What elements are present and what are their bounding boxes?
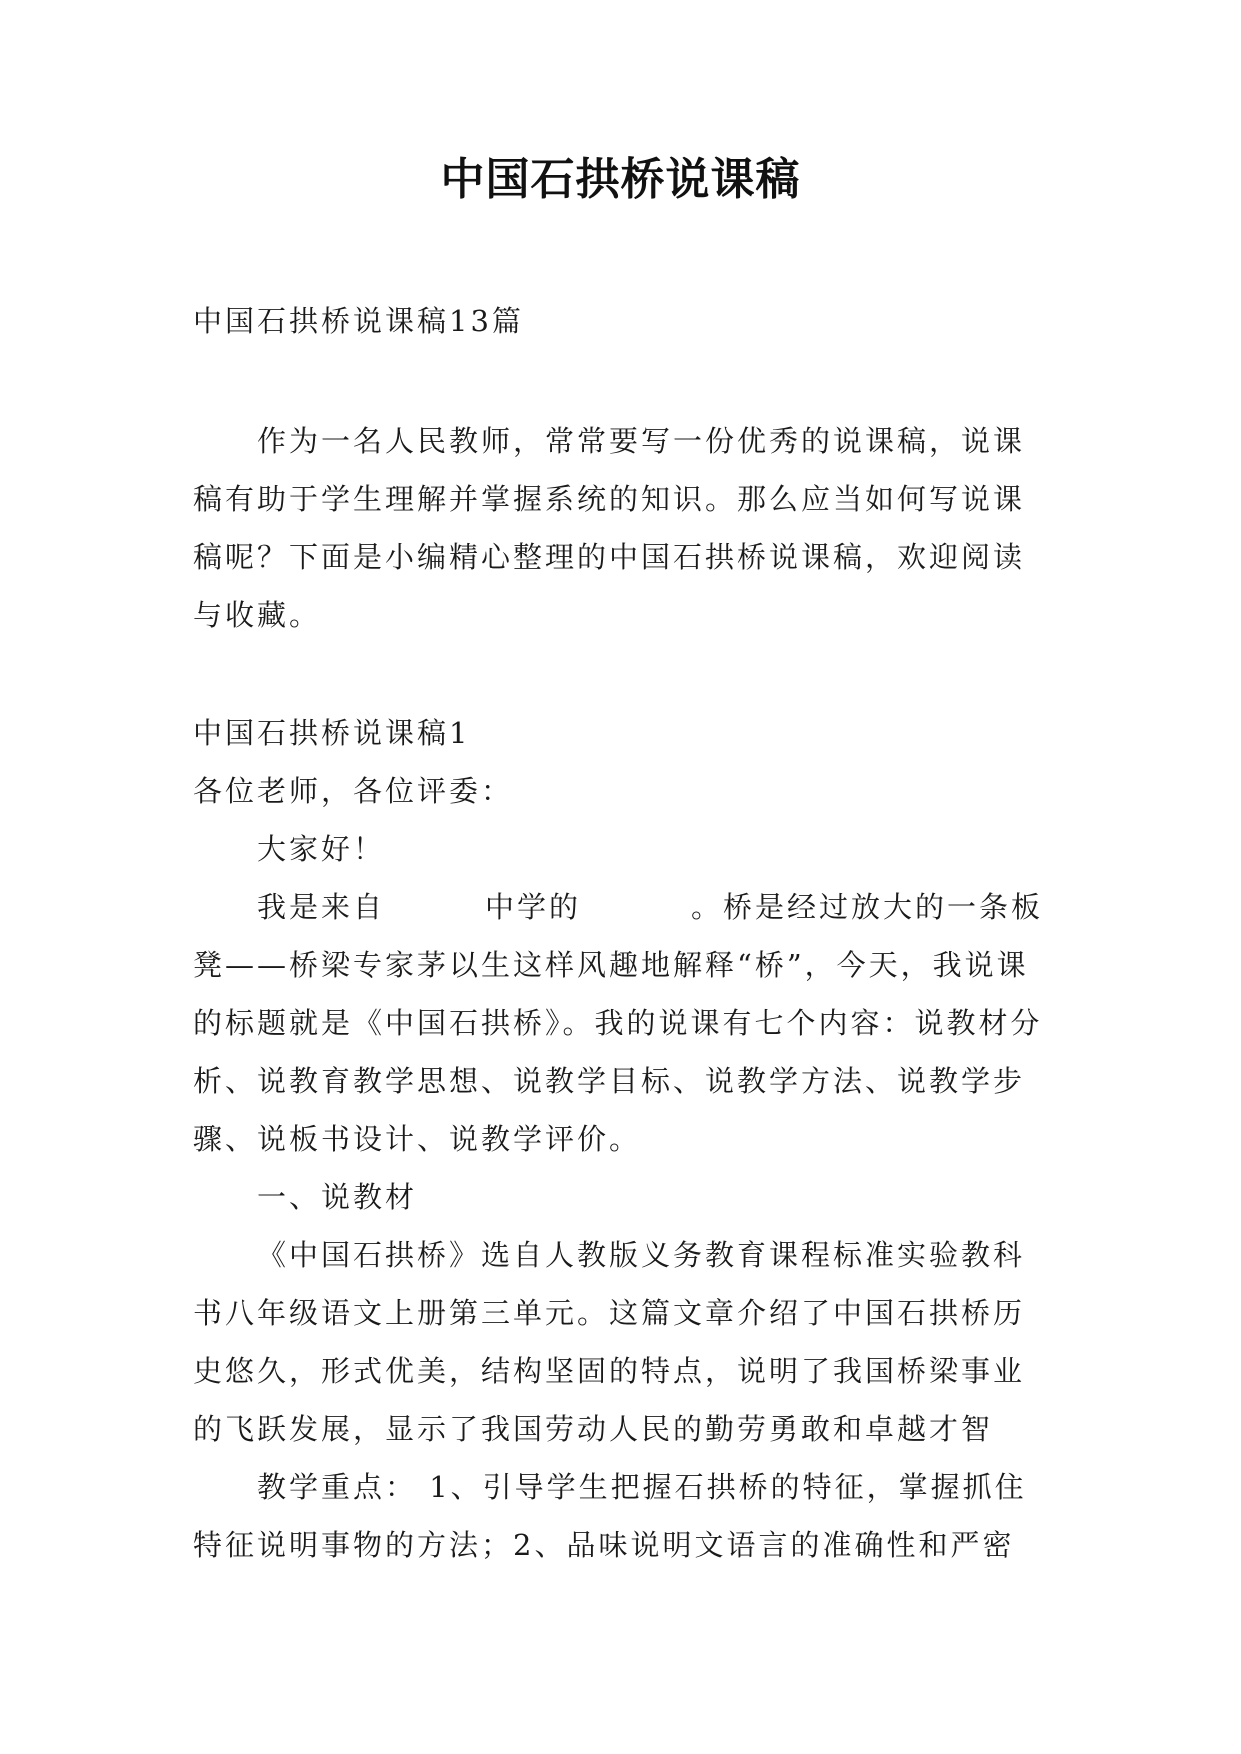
salutation: 各位老师，各位评委： [193,774,514,808]
heading-textbook: 一、说教材 [257,1180,418,1214]
self-intro-part-b: 中学的 [485,890,582,924]
document-title: 中国石拱桥说课稿 [440,154,801,205]
self-intro-part-c: 。桥是经过放大的一条板凳——桥梁专家茅以生这样风趣地解释“桥”，今天，我说课的标题就是《中国石拱桥》。我的说课有七个内容：说教材分析、说教育教学思想、说教学目标、说教学方法、说教学步骤、说板书设计、说教学评价。 [193,890,1044,1156]
document-body [193,292,1053,1574]
section-title: 中国石拱桥说课稿1 [193,716,471,750]
self-intro-part-a: 我是来自 [257,890,386,924]
self-intro-paragraph [193,878,1053,1168]
key-points-paragraph: 教学重点： 1、引导学生把握石拱桥的特征，掌握抓住特征说明事物的方法；2、品味说明文语言的准确性和严密 [193,1470,1027,1562]
textbook-paragraph: 《中国石拱桥》选自人教版义务教育课程标准实验教科书八年级语文上册第三单元。这篇文章介绍了中国石拱桥历史悠久，形式优美，结构坚固的特点，说明了我国桥梁事业的飞跃发展，显示了我国劳动人民的勤劳勇敢和卓越才智 [193,1238,1026,1446]
document-subtitle: 中国石拱桥说课稿13篇 [193,304,524,338]
intro-paragraph: 作为一名人民教师，常常要写一份优秀的说课稿，说课稿有助于学生理解并掌握系统的知识。那么应当如何写说课稿呢？下面是小编精心整理的中国石拱桥说课稿，欢迎阅读与收藏。 [193,424,1026,632]
greeting: 大家好！ [257,832,386,866]
